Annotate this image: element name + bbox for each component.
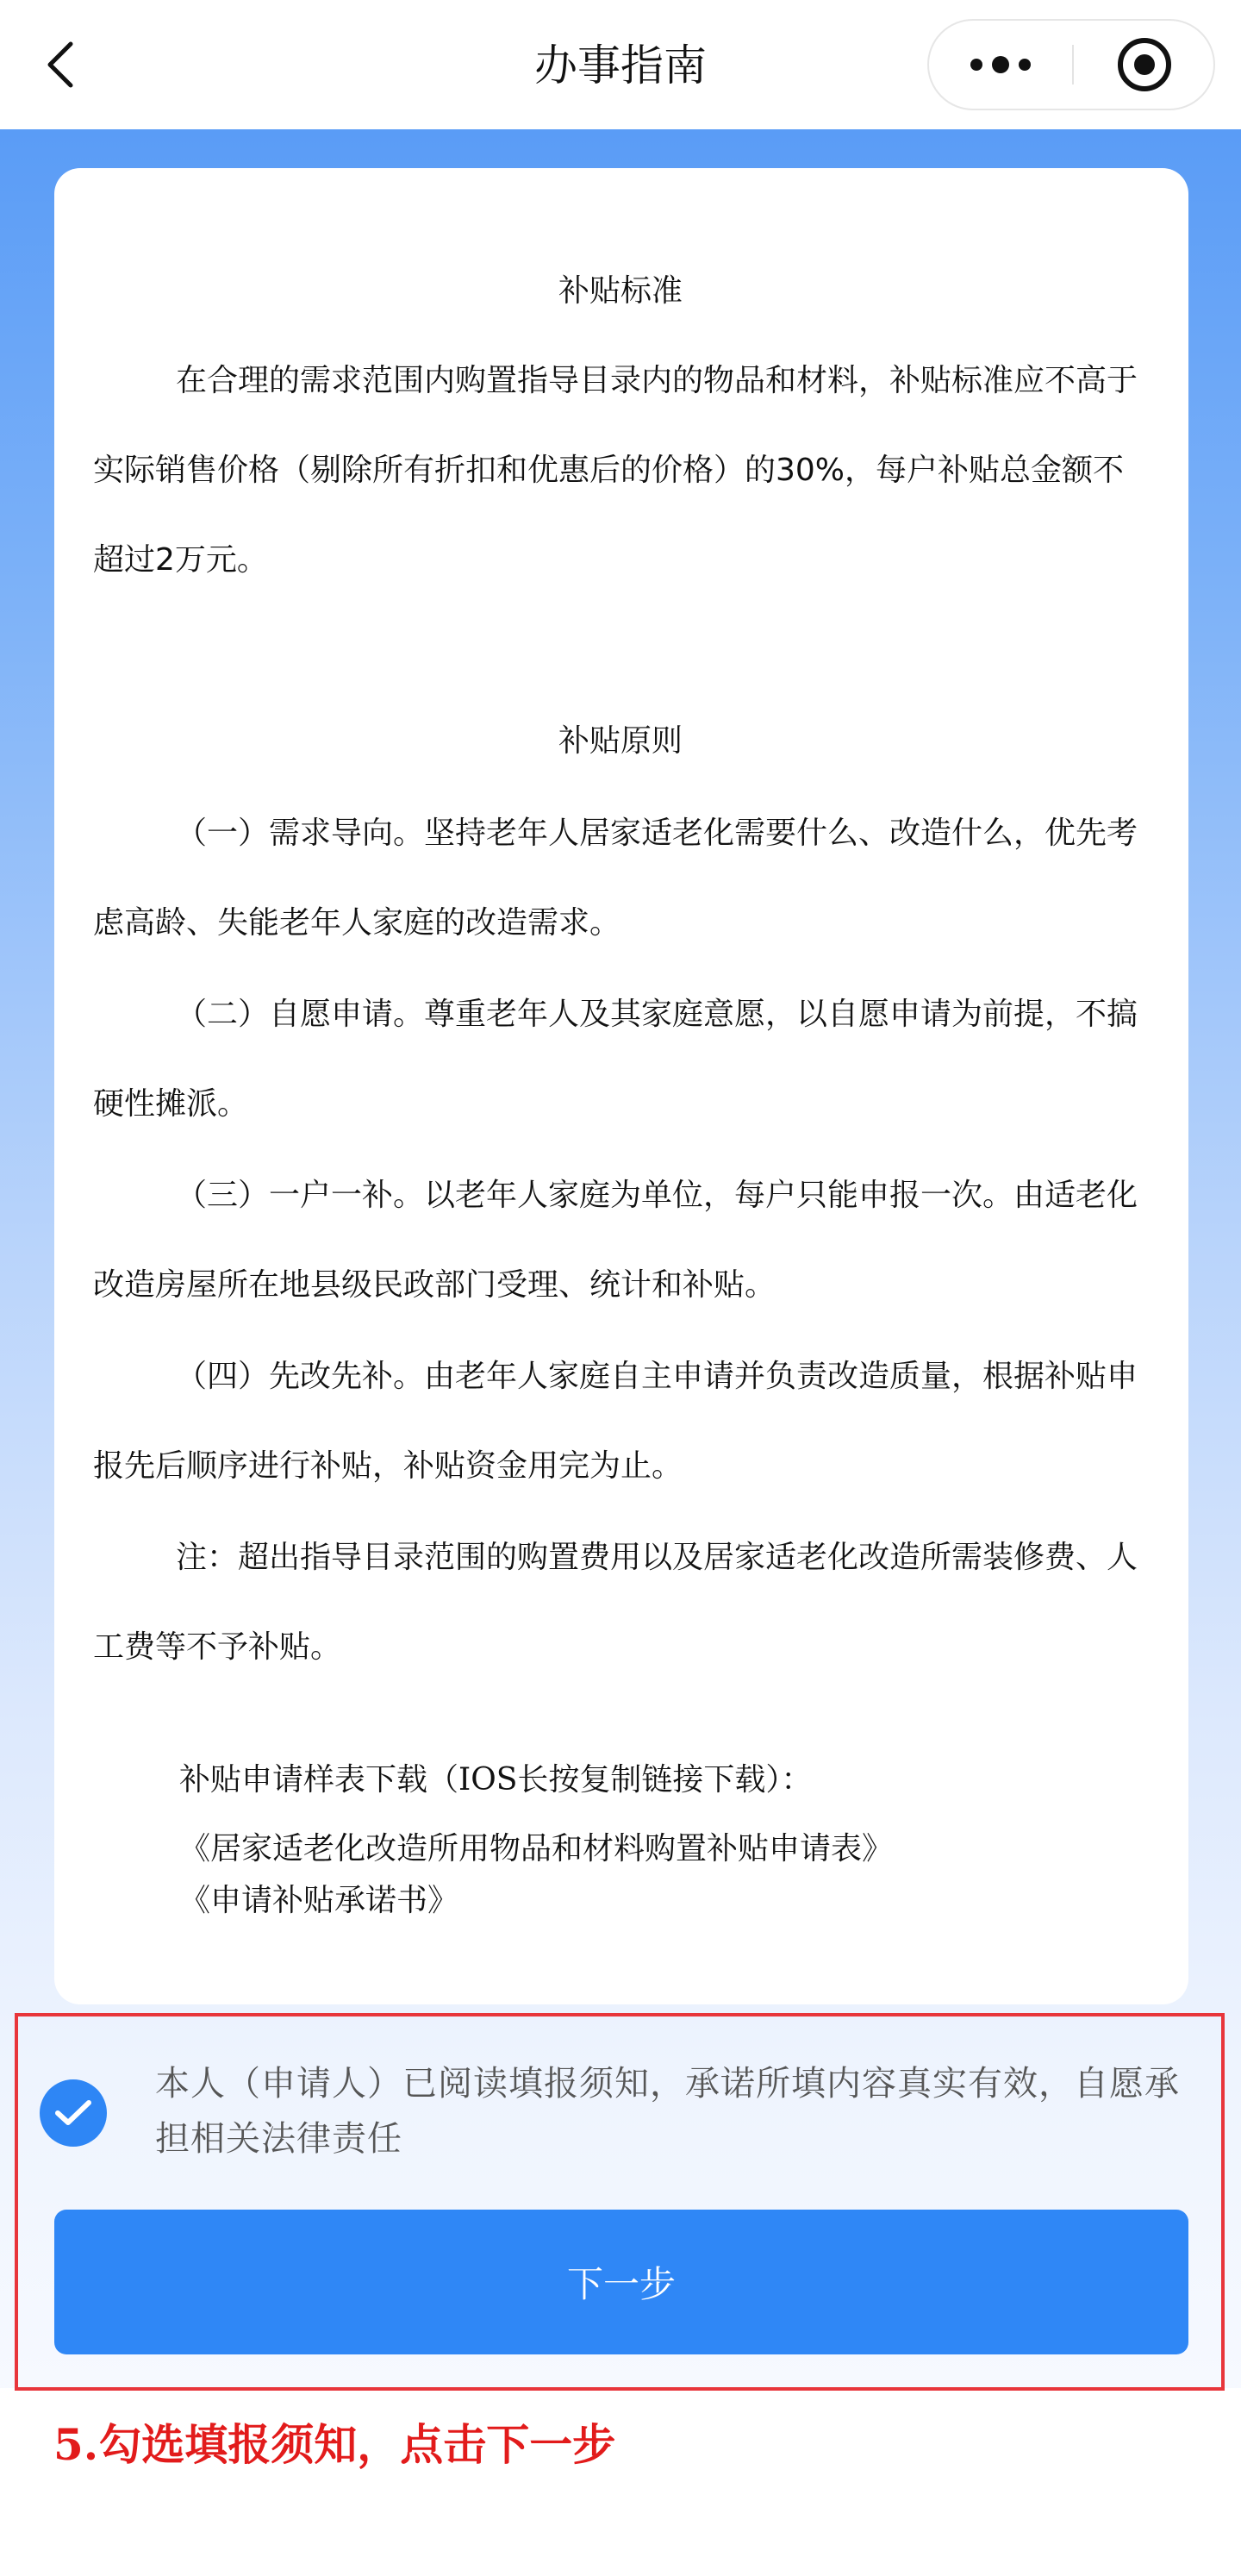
agreement-text[interactable]: 本人（申请人）已阅读填报须知，承诺所填内容真实有效，自愿承担相关法律责任 — [155, 2064, 1180, 2159]
principle-item-1: （一）需求导向。坚持老年人居家适老化需要什么、改造什么，优先考虑高龄、失能老年人家庭的改造需求。 — [93, 816, 1138, 941]
agreement-checkbox[interactable] — [40, 2079, 107, 2147]
download-link-application-form[interactable]: 《居家适老化改造所用物品和材料购置补贴申请表》 — [179, 1831, 894, 1866]
download-link-commitment-letter[interactable]: 《申请补贴承诺书》 — [179, 1883, 459, 1918]
next-step-button[interactable]: 下一步 — [54, 2210, 1188, 2354]
principle-note: 注：超出指导目录范围的购置费用以及居家适老化改造所需装修费、人工费等不予补贴。 — [93, 1540, 1138, 1665]
subsidy-standard-title: 补贴标准 — [558, 273, 683, 309]
principle-item-2: （二）自愿申请。尊重老年人及其家庭意愿，以自愿申请为前提，不搞硬性摊派。 — [93, 997, 1138, 1122]
subsidy-standard-body: 在合理的需求范围内购置指导目录内的物品和材料，补贴标准应不高于实际销售价格（剔除所有折扣和优惠后的价格）的30%，每户补贴总金额不超过2万元。 — [93, 363, 1138, 578]
download-heading: 补贴申请样表下载（IOS长按复制链接下载）： — [179, 1762, 813, 1798]
checkmark-icon — [54, 2098, 92, 2128]
instruction-caption: 5.勾选填报须知，点击下一步 — [53, 2419, 616, 2470]
subsidy-principles-title: 补贴原则 — [558, 723, 683, 759]
principle-item-3: （三）一户一补。以老年人家庭为单位，每户只能申报一次。由适老化改造房屋所在地县级民政部门受理、统计和补贴。 — [93, 1178, 1138, 1303]
principle-item-4: （四）先改先补。由老年人家庭自主申请并负责改造质量，根据补贴申报先后顺序进行补贴，补贴资金用完为止。 — [93, 1359, 1138, 1484]
page-title: 办事指南 — [534, 41, 707, 91]
